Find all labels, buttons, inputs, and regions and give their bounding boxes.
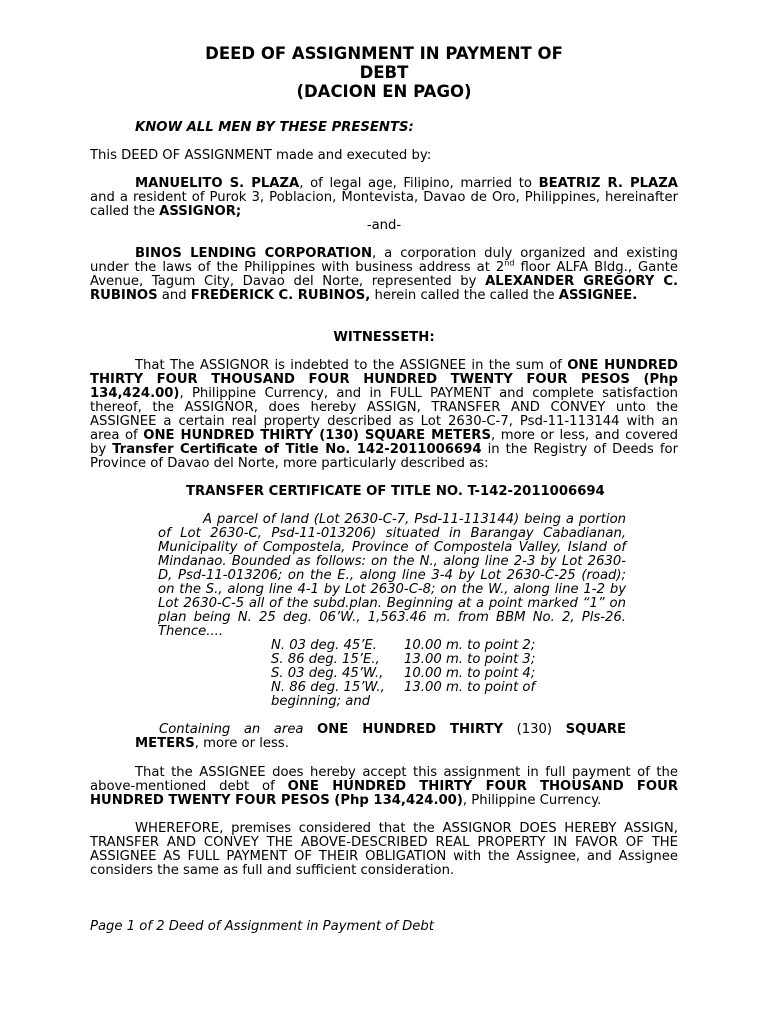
indebtedness-paragraph (90, 359, 678, 471)
bearing-row (271, 667, 571, 681)
para2-text-1: That the ASSIGNEE does hereby accept this assignment in full payment of the above-mentioned debt of (90, 765, 678, 794)
bearing-direction: S. 03 deg. 45’W., (271, 666, 384, 681)
and-separator: -and- (366, 218, 402, 233)
para1-text-3: , more or less, and covered by (90, 428, 678, 457)
assignor-paragraph (90, 177, 678, 219)
para1-text-2: , Philippine Currency, and in FULL PAYMENT and complete satisfaction thereof, the ASSIGNOR, does hereby ASSIGN, TRANSFER AND CONVEY unto the ASSIGNEE a certain real property described as Lot 2630-C-7, Psd-11-113144 with an area of (90, 386, 678, 443)
assignor-name: MANUELITO S. PLAZA (135, 176, 300, 191)
assignee-text-4: herein called the called the (370, 288, 559, 303)
title-line-2: DEBT (359, 63, 409, 82)
acceptance-paragraph (90, 766, 678, 808)
accepted-amount: ONE HUNDRED THIRTY FOUR THOUSAND FOUR HUNDRED TWENTY FOUR PESOS (Php 134,424.00) (90, 779, 679, 808)
bearing-distance: 10.00 m. to point 4; (404, 666, 536, 681)
title-line-1: DEED OF ASSIGNMENT IN PAYMENT OF (205, 44, 563, 63)
assignee-name: BINOS LENDING CORPORATION (135, 246, 373, 261)
containing-area-words: ONE HUNDRED THIRTY (317, 722, 504, 737)
bearing-distance: 13.00 m. to point 3; (404, 652, 536, 667)
title-line-3: (DACION EN PAGO) (296, 82, 472, 101)
assignee-text-2: floor ALFA Bldg., Gante Avenue, Tagum City, Davao del Norte, represented by (90, 260, 678, 289)
assignee-text-3: and (157, 288, 191, 303)
assignor-text-2: and a resident of Purok 3, Poblacion, Montevista, Davao de Oro, Philippines, hereinafter called the (90, 190, 678, 219)
assignee-rep-2: FREDERICK C. RUBINOS, (190, 288, 371, 303)
witnesseth-heading: WITNESSETH: (333, 330, 435, 345)
document-title (90, 44, 678, 101)
assignor-spouse: BEATRIZ R. PLAZA (538, 176, 679, 191)
bearing-direction: S. 86 deg. 15’E., (271, 652, 380, 667)
tct-reference: Transfer Certificate of Title No. 142-2011006694 (112, 442, 482, 457)
assignee-paragraph (90, 247, 678, 303)
bearing-row (271, 639, 571, 653)
containing-area (135, 723, 626, 751)
preamble: KNOW ALL MEN BY THESE PRESENTS: (135, 120, 414, 135)
bearings-list (271, 639, 571, 709)
bearing-row (271, 681, 571, 695)
containing-unit: SQUARE METERS (135, 722, 626, 751)
bearing-direction: N. 86 deg. 15’W., (271, 680, 385, 695)
debt-amount: ONE HUNDRED THIRTY FOUR THOUSAND FOUR HUNDRED TWENTY FOUR PESOS (Php 134,424.00) (90, 358, 679, 401)
assignee-sup: nd (504, 258, 515, 268)
bearing-end: beginning; and (271, 694, 371, 709)
page-footer: Page 1 of 2 Deed of Assignment in Payment of Debt (90, 919, 434, 934)
containing-text-3: , more or less. (194, 736, 289, 751)
assignee-rep-1: ALEXANDER GREGORY C. RUBINOS (90, 274, 679, 303)
property-area: ONE HUNDRED THIRTY (130) SQUARE METERS (143, 428, 491, 443)
containing-text-2: (130) (503, 722, 566, 737)
assignor-role: ASSIGNOR; (159, 204, 242, 219)
assignee-text-1: , a corporation duly organized and existing under the laws of the Philippines with business address at 2 (90, 246, 678, 275)
para1-text-1: That The ASSIGNOR is indebted to the ASSIGNEE in the sum of (135, 358, 568, 373)
assignor-text-1: , of legal age, Filipino, married to (299, 176, 539, 191)
bearing-distance: 13.00 m. to point of (404, 680, 536, 695)
assignee-role: ASSIGNEE. (558, 288, 638, 303)
bearing-row (271, 653, 571, 667)
property-description: A parcel of land (Lot 2630-C-7, Psd-11-113144) being a portion of Lot 2630-C, Psd-11-013206) situated in Barangay Cabadianan, Municipality of Compostela, Province of Compostela Valley, Island of Mindanao. Bounded as follows: on the N., along line 2-3 by Lot 2630-D, Psd-11-013206; on the E., along line 3-4 by Lot 2630-C-25 (road); on the S., along line 4-1 by Lot 2630-C-8; on the W., along line 1-2 by Lot 2630-C-5 all of the subd.plan. Beginning at a point marked “1” on plan being N. 25 deg. 06’W., 1,563.46 m. from BBM No. 2, Pls-26. Thence.... (158, 512, 626, 639)
bearing-direction: N. 03 deg. 45’E. (271, 638, 377, 653)
wherefore-paragraph: WHEREFORE, premises considered that the ASSIGNOR DOES HEREBY ASSIGN, TRANSFER AND CONVEY THE ABOVE-DESCRIBED REAL PROPERTY IN FAVOR OF THE ASSIGNEE AS FULL PAYMENT OF THEIR OBLIGATION with the Assignee, and Assignee considers the same as full and sufficient consideration. (90, 821, 678, 878)
bearing-distance: 10.00 m. to point 2; (404, 638, 536, 653)
para2-text-2: , Philippine Currency. (462, 793, 602, 808)
para1-text-4: in the Registry of Deeds for Province of Davao del Norte, more particularly described as: (90, 442, 678, 471)
intro-line: This DEED OF ASSIGNMENT made and executed by: (90, 148, 432, 163)
containing-text-1: Containing an area (159, 722, 318, 737)
tct-heading: TRANSFER CERTIFICATE OF TITLE NO. T-142-2011006694 (186, 484, 605, 499)
